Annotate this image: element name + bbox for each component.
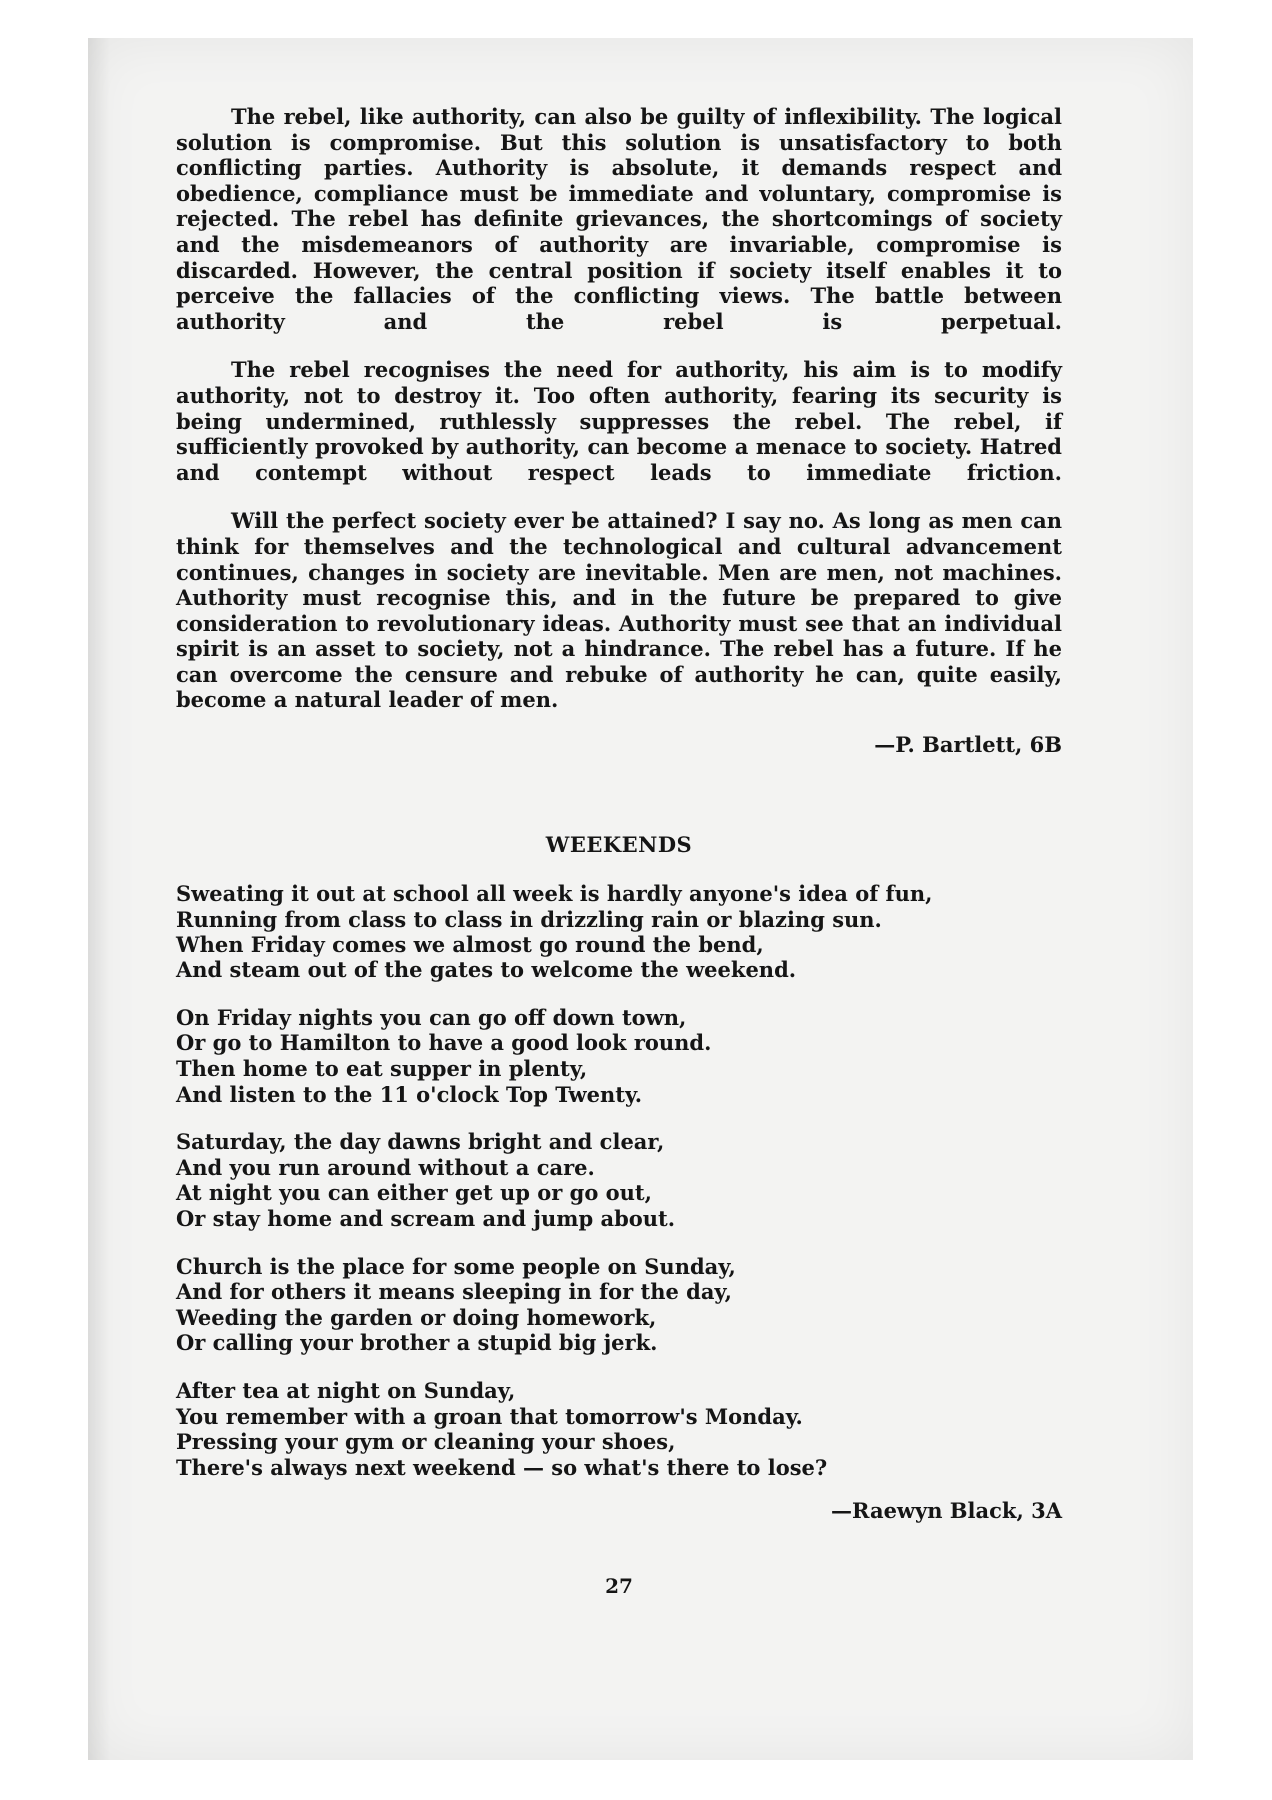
poem-line: And for others it means sleeping in for the day,: [176, 1279, 732, 1305]
poem-stanza-3: [176, 1129, 1062, 1231]
poem-line: And steam out of the gates to welcome the weekend.: [176, 957, 797, 983]
poem-line: Pressing your gym or cleaning your shoes,: [176, 1429, 676, 1455]
poem-line: Weeding the garden or doing homework,: [176, 1304, 657, 1330]
poem-line: On Friday nights you can go off down town,: [176, 1004, 687, 1030]
poem-stanza-1: [176, 881, 1062, 983]
page-shadow: [88, 38, 110, 1760]
poem-line: At night you can either get up or go out,: [176, 1180, 652, 1206]
page-number: 27: [605, 1573, 633, 1598]
poem-line: After tea at night on Sunday,: [176, 1378, 516, 1403]
poem-author: —Raewyn Black, 3A: [831, 1498, 1062, 1524]
essay-paragraph-3: Will the perfect society ever be attained? I say no. As long as men can think for themselves and the technological and cultural advancement continues, changes in society are inevitable. Men are men, not machines. Authority must recognise this, and in the future be prepared to give consideration to revolutionary ideas. Authority must see that an individual spirit is an asset to society, not a hindrance. The rebel has a future. If he can overcome the censure and rebuke of authority he can, quite easily, become a natural leader of men.: [176, 508, 1062, 713]
page-content: [176, 104, 1062, 1600]
poem-line: You remember with a groan that tomorrow's Monday.: [176, 1403, 803, 1429]
poem-line: And you run around without a care.: [176, 1154, 595, 1180]
poem-stanza-5: [176, 1378, 1062, 1480]
essay-paragraph-2: The rebel recognises the need for authority, his aim is to modify authority, not to destroy it. Too often authority, fearing its security is being undermined, ruthlessly suppresses the rebel. The rebel, if sufficiently provoked by authority, can become a menace to society. Hatred and contempt without respect leads to immediate friction.: [176, 357, 1062, 485]
essay-paragraph-1: The rebel, like authority, can also be guilty of inflexibility. The logical solution is compromise. But this solution is unsatisfactory to both conflicting parties. Authority is absolute, it demands respect and obedience, compliance must be immediate and voluntary, compromise is rejected. The rebel has definite grievances, the shortcomings of society and the misdemeanors of authority are invariable, compromise is discarded. However, the central position if society itself enables it to perceive the fallacies of the conflicting views. The battle between authority and the rebel is perpetual.: [176, 104, 1062, 334]
poem-line: Or stay home and scream and jump about.: [176, 1206, 676, 1232]
poem-title: WEEKENDS: [545, 831, 693, 857]
poem-line: Then home to eat supper in plenty,: [176, 1056, 588, 1082]
poem-line: Or go to Hamilton to have a good look round.: [176, 1030, 712, 1056]
poem-line: Sweating it out at school all week is hardly anyone's idea of fun,: [176, 881, 933, 907]
poem-line: Or calling your brother a stupid big jerk.: [176, 1330, 658, 1356]
poem-line: Church is the place for some people on Sunday,: [176, 1253, 736, 1279]
poem-stanza-4: [176, 1254, 1062, 1356]
poem-line: Running from class to class in drizzling rain or blazing sun.: [176, 906, 882, 932]
poem-line: And listen to the 11 o'clock Top Twenty.: [176, 1081, 643, 1107]
essay-author: —P. Bartlett, 6B: [874, 732, 1062, 758]
poem-line: Saturday, the day dawns bright and clear,: [176, 1129, 665, 1155]
poem-line: When Friday comes we almost go round the bend,: [176, 932, 764, 958]
poem-line: There's always next weekend — so what's there to lose?: [176, 1454, 828, 1480]
poem-stanza-2: [176, 1005, 1062, 1107]
